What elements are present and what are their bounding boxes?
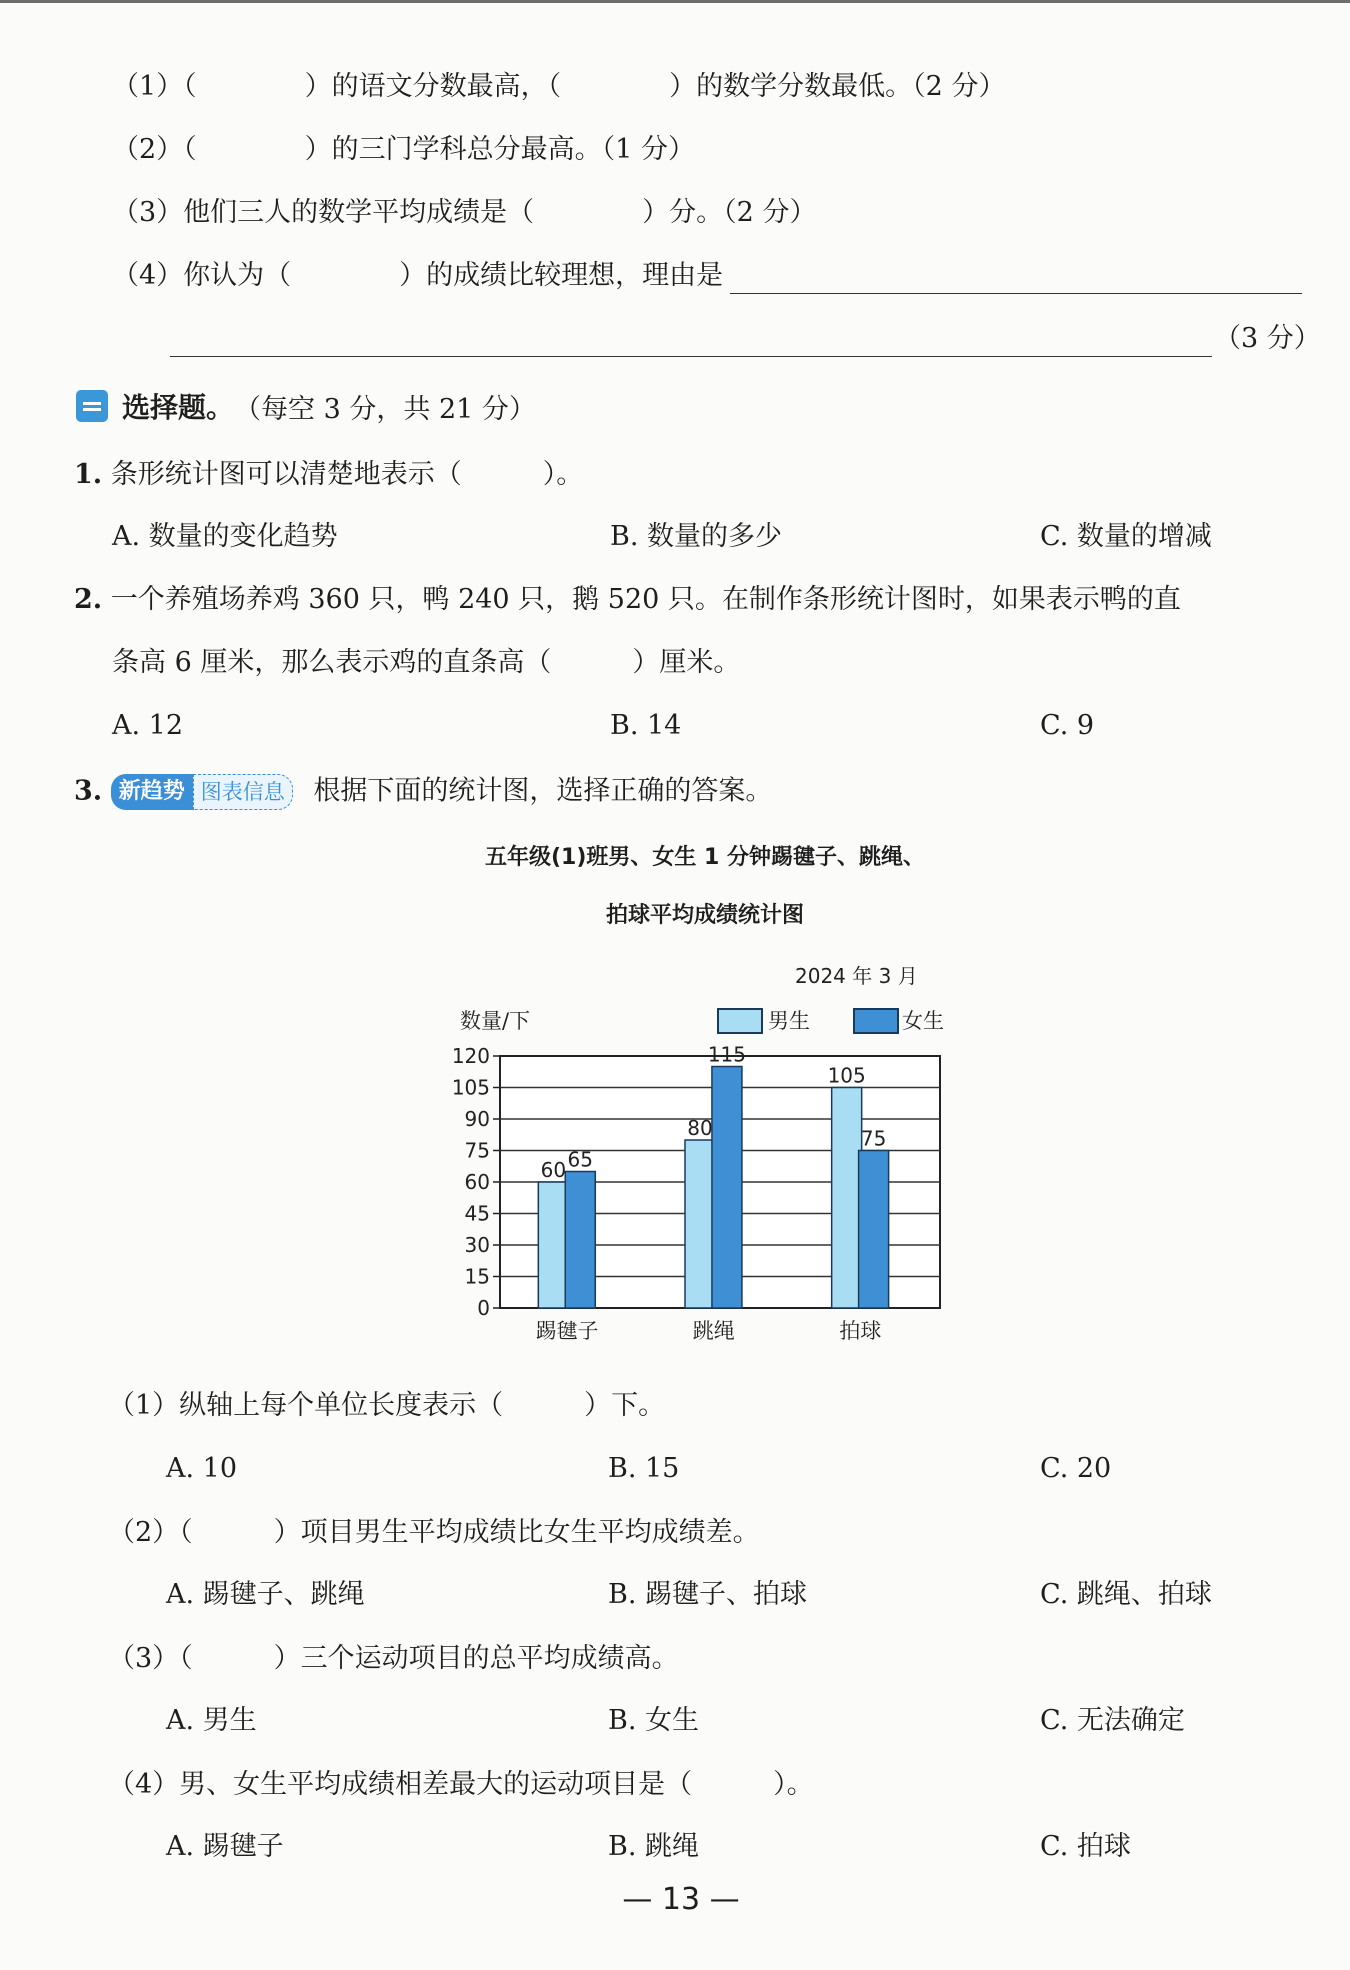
top-rule bbox=[0, 0, 1350, 3]
answer-line-1[interactable] bbox=[730, 293, 1302, 294]
bar-girls bbox=[565, 1172, 595, 1309]
q1-option-a[interactable]: A. 数量的变化趋势 bbox=[112, 521, 338, 552]
answer-line-2[interactable] bbox=[170, 356, 1212, 357]
section-note: （每空 3 分，共 21 分） bbox=[234, 393, 536, 425]
q2-option-b[interactable]: B. 14 bbox=[610, 710, 682, 741]
sq2-option-b[interactable]: B. 踢毽子、拍球 bbox=[608, 1579, 808, 1610]
sq1-option-c[interactable]: C. 20 bbox=[1040, 1453, 1112, 1484]
x-tick-label: 拍球 bbox=[839, 1319, 882, 1343]
q1-option-c[interactable]: C. 数量的增减 bbox=[1040, 521, 1212, 552]
question-text: 根据下面的统计图，选择正确的答案。 bbox=[313, 775, 773, 807]
chart-date: 2024 年 3 月 bbox=[795, 964, 918, 988]
subquestion-1: （1）纵轴上每个单位长度表示（ ）下。 bbox=[108, 1390, 666, 1421]
question-text: 条形统计图可以清楚地表示（ ）。 bbox=[110, 459, 584, 490]
y-tick-label: 30 bbox=[464, 1233, 490, 1257]
data-label: 75 bbox=[860, 1126, 887, 1151]
sq4-option-a[interactable]: A. 踢毽子 bbox=[166, 1831, 284, 1862]
sq4-option-b[interactable]: B. 跳绳 bbox=[608, 1831, 700, 1862]
sq3-option-a[interactable]: A. 男生 bbox=[166, 1705, 257, 1736]
data-label: 115 bbox=[707, 1042, 747, 1067]
y-tick-label: 15 bbox=[464, 1264, 490, 1289]
q2-option-c[interactable]: C. 9 bbox=[1040, 710, 1095, 741]
y-tick-label: 105 bbox=[451, 1075, 490, 1100]
question-text: 一个养殖场养鸡 360 只，鸭 240 只，鹅 520 只。在制作条形统计图时，如果表示鸭的直 bbox=[110, 584, 1181, 615]
sq3-option-c[interactable]: C. 无法确定 bbox=[1040, 1705, 1185, 1736]
trend-tag-main: 新趋势 bbox=[111, 774, 193, 810]
y-tick-label: 60 bbox=[464, 1170, 490, 1194]
y-axis-label: 数量/下 bbox=[460, 1009, 531, 1033]
x-tick-label: 跳绳 bbox=[692, 1319, 735, 1343]
data-label: 80 bbox=[687, 1116, 713, 1140]
sq2-option-a[interactable]: A. 踢毽子、跳绳 bbox=[166, 1579, 365, 1610]
bar-girls bbox=[712, 1067, 742, 1309]
legend-swatch-boys bbox=[718, 1009, 762, 1033]
y-tick-label: 45 bbox=[464, 1201, 490, 1226]
question-2 bbox=[74, 583, 1181, 617]
bar-boys bbox=[685, 1140, 715, 1308]
sq3-option-b[interactable]: B. 女生 bbox=[608, 1705, 700, 1736]
part1-q4-score: （3 分） bbox=[1214, 323, 1321, 354]
x-tick-label: 踢毽子 bbox=[535, 1319, 599, 1343]
question-1 bbox=[74, 458, 583, 492]
question-number: 2. bbox=[74, 584, 103, 615]
section-two-badge-icon bbox=[76, 390, 108, 422]
subquestion-4: （4）男、女生平均成绩相差最大的运动项目是（ ）。 bbox=[108, 1769, 814, 1800]
legend-label-girls: 女生 bbox=[902, 1009, 944, 1033]
y-tick-label: 120 bbox=[451, 1044, 490, 1068]
bar-chart bbox=[0, 950, 1350, 1370]
trend-tag-sub: 图表信息 bbox=[193, 774, 293, 810]
part1-q4: （4）你认为（ ）的成绩比较理想，理由是 bbox=[112, 260, 724, 291]
y-tick-label: 75 bbox=[464, 1138, 490, 1163]
q1-option-b[interactable]: B. 数量的多少 bbox=[610, 521, 783, 552]
sq4-option-c[interactable]: C. 拍球 bbox=[1040, 1831, 1131, 1862]
section-title: 选择题。 bbox=[122, 391, 235, 424]
bar-girls bbox=[859, 1151, 889, 1309]
y-tick-label: 90 bbox=[464, 1107, 490, 1131]
subquestion-3: （3）（ ）三个运动项目的总平均成绩高。 bbox=[108, 1643, 679, 1674]
chart-title: 五年级(1)班男、女生 1 分钟踢毽子、跳绳、 bbox=[484, 845, 926, 870]
question-3 bbox=[74, 774, 772, 810]
question-2-cont: 条高 6 厘米，那么表示鸡的直条高（ ）厘米。 bbox=[112, 647, 741, 678]
legend-label-boys: 男生 bbox=[768, 1009, 810, 1033]
section-2-header bbox=[76, 386, 536, 426]
data-label: 105 bbox=[827, 1063, 866, 1088]
data-label: 60 bbox=[540, 1158, 567, 1182]
subquestion-2: （2）（ ）项目男生平均成绩比女生平均成绩差。 bbox=[108, 1517, 760, 1548]
part1-q1: （1）（ ）的语文分数最高，（ ）的数学分数最低。（2 分） bbox=[112, 71, 1006, 102]
chart-title-2: 拍球平均成绩统计图 bbox=[605, 903, 804, 928]
part1-q2: （2）（ ）的三门学科总分最高。（1 分） bbox=[112, 134, 695, 165]
legend-swatch-girls bbox=[854, 1009, 898, 1033]
trend-tag bbox=[111, 774, 293, 810]
sq2-option-c[interactable]: C. 跳绳、拍球 bbox=[1040, 1579, 1212, 1610]
y-tick-label: 0 bbox=[477, 1296, 490, 1320]
q2-option-a[interactable]: A. 12 bbox=[112, 710, 184, 741]
data-label: 65 bbox=[567, 1147, 593, 1172]
page-number: — 13 — bbox=[622, 1882, 740, 1917]
bar-boys bbox=[832, 1088, 862, 1309]
sq1-option-b[interactable]: B. 15 bbox=[608, 1453, 680, 1484]
question-number: 1. bbox=[74, 459, 103, 490]
bar-boys bbox=[538, 1182, 568, 1308]
sq1-option-a[interactable]: A. 10 bbox=[166, 1453, 238, 1484]
question-number: 3. bbox=[74, 775, 103, 807]
part1-q3: （3）他们三人的数学平均成绩是（ ）分。（2 分） bbox=[112, 197, 817, 228]
